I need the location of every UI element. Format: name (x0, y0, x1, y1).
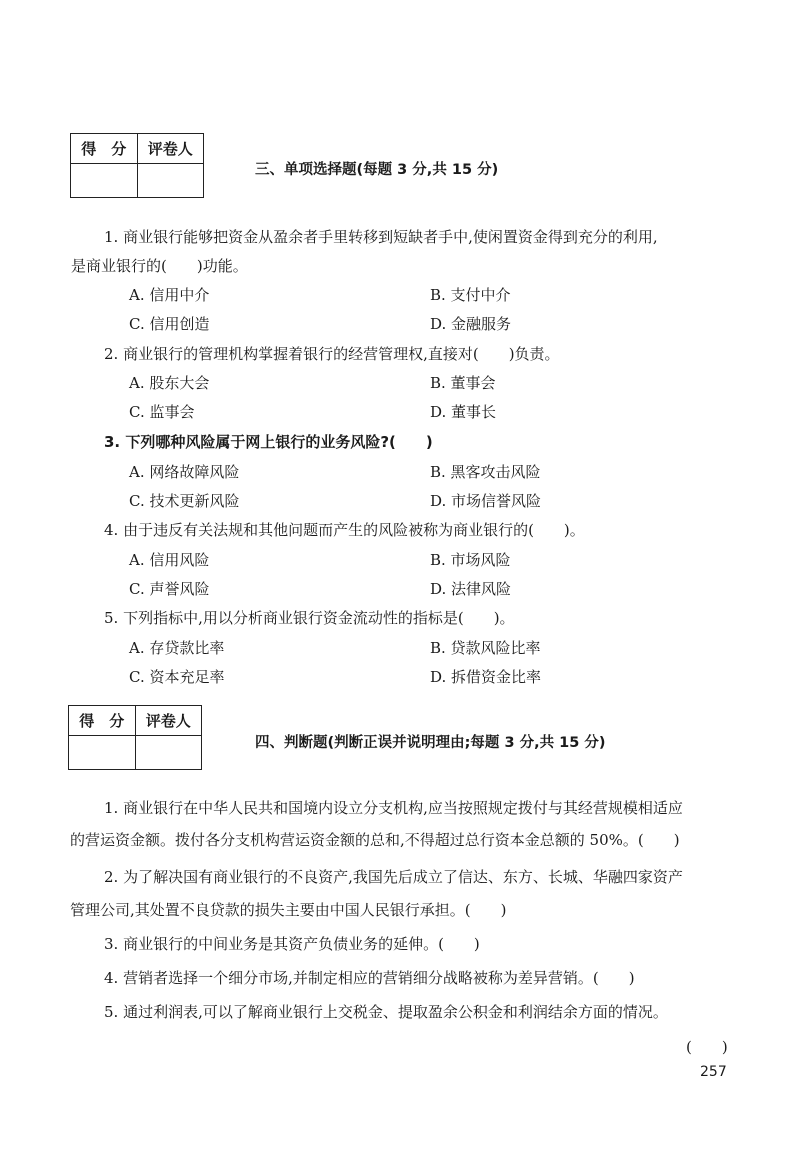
q4-line1: 4. 由于违反有关法规和其他问题而产生的风险被称为商业银行的( )。 (104, 521, 585, 539)
tf5-line2: ( ) (686, 1038, 728, 1056)
q1-option-d: D. 金融服务 (430, 315, 512, 333)
section3-title: 三、单项选择题(每题 3 分,共 15 分) (255, 162, 499, 178)
tf2-line1: 2. 为了解决国有商业银行的不良资产,我国先后成立了信达、东方、长城、华融四家资产 (104, 868, 683, 886)
score-cell (69, 736, 136, 770)
score-box-section3 (70, 133, 204, 198)
tf2-line2: 管理公司,其处置不良贷款的损失主要由中国人民银行承担。( ) (70, 901, 507, 919)
q5-option-c: C. 资本充足率 (129, 668, 225, 686)
q4-option-c: C. 声誉风险 (129, 580, 210, 598)
q1-option-b: B. 支付中介 (430, 286, 511, 304)
grader-cell (135, 736, 201, 770)
q2-option-b: B. 董事会 (430, 374, 496, 392)
q3-option-b: B. 黑客攻击风险 (430, 463, 541, 481)
q1-option-a: A. 信用中介 (129, 286, 210, 304)
score-label: 得 分 (69, 706, 136, 736)
section4-title: 四、判断题(判断正误并说明理由;每题 3 分,共 15 分) (255, 735, 606, 751)
q4-option-d: D. 法律风险 (430, 580, 512, 598)
q2-option-c: C. 监事会 (129, 403, 195, 421)
score-box-section4 (68, 705, 202, 770)
grader-label: 评卷人 (135, 706, 201, 736)
q1-line2: 是商业银行的( )功能。 (71, 257, 248, 275)
q2-line1: 2. 商业银行的管理机构掌握着银行的经营管理权,直接对( )负责。 (104, 345, 560, 363)
tf1-line2: 的营运资金额。拨付各分支机构营运资金额的总和,不得超过总行资本金总额的 50%。( ) (70, 831, 680, 849)
q3-option-d: D. 市场信誉风险 (430, 492, 542, 510)
tf3-line1: 3. 商业银行的中间业务是其资产负债业务的延伸。( ) (104, 935, 480, 953)
q3-option-c: C. 技术更新风险 (129, 492, 240, 510)
score-label: 得 分 (71, 134, 138, 164)
q1-option-c: C. 信用创造 (129, 315, 210, 333)
q5-option-b: B. 贷款风险比率 (430, 639, 541, 657)
tf5-line1: 5. 通过利润表,可以了解商业银行上交税金、提取盈余公积金和利润结余方面的情况。 (104, 1003, 668, 1021)
tf1-line1: 1. 商业银行在中华人民共和国境内设立分支机构,应当按照规定拨付与其经营规模相适应 (104, 799, 683, 817)
q4-option-a: A. 信用风险 (129, 551, 210, 569)
q4-option-b: B. 市场风险 (430, 551, 511, 569)
q2-option-d: D. 董事长 (430, 403, 497, 421)
score-cell (71, 164, 138, 198)
q5-option-d: D. 拆借资金比率 (430, 668, 542, 686)
grader-label: 评卷人 (137, 134, 203, 164)
q5-line1: 5. 下列指标中,用以分析商业银行资金流动性的指标是( )。 (104, 609, 515, 627)
q2-option-a: A. 股东大会 (129, 374, 210, 392)
q1-line1: 1. 商业银行能够把资金从盈余者手里转移到短缺者手中,使闲置资金得到充分的利用, (104, 228, 658, 246)
q3-line1: 3. 下列哪种风险属于网上银行的业务风险?( ) (104, 433, 433, 451)
grader-cell (137, 164, 203, 198)
q3-option-a: A. 网络故障风险 (129, 463, 240, 481)
q5-option-a: A. 存贷款比率 (129, 639, 225, 657)
tf4-line1: 4. 营销者选择一个细分市场,并制定相应的营销细分战略被称为差异营销。( ) (104, 969, 635, 987)
page-number: 257 (700, 1064, 727, 1080)
